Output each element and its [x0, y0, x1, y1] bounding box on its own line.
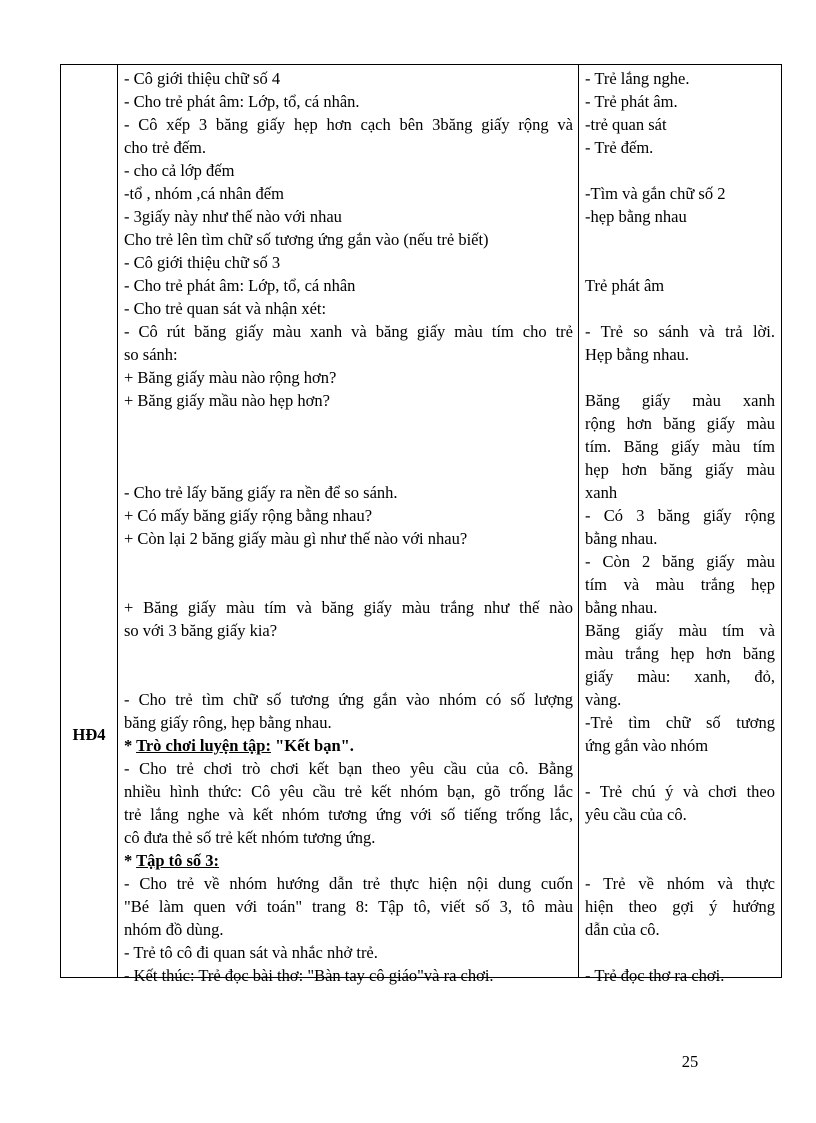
teacher-activity-line: - Kết thúc: Trẻ đọc bài thơ: "Bàn tay cô giáo"và ra chơi.: [124, 966, 494, 985]
child-activity-line: [585, 366, 775, 389]
teacher-activity-line: - Cho trẻ quan sát và nhận xét:: [124, 299, 327, 318]
child-activities-column: [585, 67, 775, 987]
teacher-activity-line: - Cho trẻ tìm chữ số tương ứng gắn vào nhóm có số lượng: [124, 690, 573, 709]
teacher-activity-line: [124, 458, 573, 481]
teacher-activity-line: trẻ lắng nghe và kết nhóm tương ứng với số tiếng trống lắc,: [124, 805, 573, 824]
teacher-activity-line: + Băng giấy màu nào rộng hơn?: [124, 368, 337, 387]
child-activity-line: - Trẻ về nhóm và thực: [585, 874, 775, 893]
child-activity-line: -Trẻ tìm chữ số tương: [585, 713, 775, 732]
teacher-activity-line: - Cho trẻ phát âm: Lớp, tổ, cá nhân: [124, 276, 356, 295]
teacher-activity-line: - Cô xếp 3 băng giấy hẹp hơn cạch bên 3băng giấy rộng và: [124, 115, 573, 134]
page-number: 25: [681, 1052, 699, 1071]
child-activity-line: - Có 3 băng giấy rộng: [585, 506, 775, 525]
teacher-activity-line: - Cho trẻ chơi trò chơi kết bạn theo yêu cầu của cô. Bằng: [124, 759, 573, 778]
child-activity-line: [585, 297, 775, 320]
teacher-activity-line: - 3giấy này như thế nào với nhau: [124, 207, 342, 226]
teacher-activity-line: + Có mấy băng giấy rộng bằng nhau?: [124, 506, 373, 525]
teacher-activity-line: - Cho trẻ về nhóm hướng dẫn trẻ thực hiện nội dung cuốn: [124, 874, 573, 893]
column-divider: [117, 65, 118, 977]
child-activity-line: - Còn 2 băng giấy màu: [585, 552, 775, 571]
activity-table: [60, 64, 782, 985]
child-activity-line: Băng giấy màu tím và: [585, 621, 775, 640]
child-activity-line: giấy màu: xanh, đỏ,: [585, 667, 775, 686]
child-activity-line: - Trẻ đếm.: [585, 138, 654, 157]
column-divider: [578, 65, 579, 977]
child-activity-line: [585, 228, 775, 251]
child-activity-line: bằng nhau.: [585, 529, 658, 548]
teacher-activity-line: so sánh:: [124, 345, 178, 364]
child-activity-line: hiện theo gợi ý hướng: [585, 897, 775, 916]
teacher-activity-line: - Trẻ tô cô đi quan sát và nhắc nhở trẻ.: [124, 943, 378, 962]
teacher-activity-line: - Cho trẻ phát âm: Lớp, tổ, cá nhân.: [124, 92, 360, 111]
child-activity-line: - Trẻ so sánh và trả lời.: [585, 322, 775, 341]
teacher-activity-line: - cho cả lớp đếm: [124, 161, 235, 180]
row-label: HĐ4: [72, 725, 106, 744]
child-activity-line: -trẻ quan sát: [585, 115, 667, 134]
teacher-activity-line: - Cho trẻ lấy băng giấy ra nền để so sánh.: [124, 483, 398, 502]
teacher-activity-line: [124, 412, 573, 435]
teacher-activity-line: + Còn lại 2 băng giấy màu gì như thế nào với nhau?: [124, 529, 468, 548]
child-activity-line: [585, 941, 775, 964]
child-activity-line: Băng giấy màu xanh: [585, 391, 775, 410]
child-activity-line: -hẹp bằng nhau: [585, 207, 687, 226]
teacher-activity-line: - Cô giới thiệu chữ số 4: [124, 69, 281, 88]
child-activity-line: tím và màu trắng hẹp: [585, 575, 775, 594]
child-activity-line: [585, 826, 775, 849]
teacher-activity-line: Cho trẻ lên tìm chữ số tương ứng gắn vào (nếu trẻ biết): [124, 230, 489, 249]
teacher-activity-line: cô đưa thẻ số trẻ kết nhóm tương ứng.: [124, 828, 376, 847]
teacher-activity-line: + Băng giấy màu tím và băng giấy màu trắng như thế nào: [124, 598, 573, 617]
child-activity-line: yêu cầu của cô.: [585, 805, 687, 824]
teacher-activity-line: băng giấy rông, hẹp bằng nhau.: [124, 713, 332, 732]
child-activity-line: - Trẻ đọc thơ ra chơi.: [585, 966, 725, 985]
teacher-activity-line: + Băng giấy mầu nào hẹp hơn?: [124, 391, 330, 410]
child-activity-line: dẫn của cô.: [585, 920, 660, 939]
teacher-activity-line: - Cô rút băng giấy màu xanh và băng giấy màu tím cho trẻ: [124, 322, 573, 341]
teacher-activity-line: nhóm đồ dùng.: [124, 920, 224, 939]
teacher-activity-line: -tổ , nhóm ,cá nhân đếm: [124, 184, 284, 203]
teacher-activities-column: [124, 67, 573, 987]
child-activity-line: rộng hơn băng giấy màu: [585, 414, 775, 433]
child-activity-line: hẹp hơn băng giấy màu: [585, 460, 775, 479]
teacher-activity-line: "Bé làm quen với toán" trang 8: Tập tô, viết số 3, tô màu: [124, 897, 573, 916]
teacher-activity-line: [124, 573, 573, 596]
teacher-activity-line: so với 3 băng giấy kia?: [124, 621, 278, 640]
child-activity-line: Hẹp bằng nhau.: [585, 345, 690, 364]
child-activity-line: -Tìm và gắn chữ số 2: [585, 184, 726, 203]
child-activity-line: bằng nhau.: [585, 598, 658, 617]
child-activity-line: [585, 159, 775, 182]
child-activity-line: [585, 251, 775, 274]
child-activity-line: Trẻ phát âm: [585, 276, 665, 295]
child-activity-line: tím. Băng giấy màu tím: [585, 437, 775, 456]
teacher-activity-line: - Cô giới thiệu chữ số 3: [124, 253, 281, 272]
child-activity-line: [585, 757, 775, 780]
child-activity-line: - Trẻ phát âm.: [585, 92, 678, 111]
teacher-activity-line: cho trẻ đếm.: [124, 138, 207, 157]
teacher-activity-line: [124, 665, 573, 688]
teacher-activity-line: * Trò chơi luyện tập: "Kết bạn".: [124, 736, 354, 755]
child-activity-line: xanh: [585, 483, 618, 502]
teacher-activity-line: * Tập tô số 3:: [124, 851, 220, 870]
child-activity-line: - Trẻ chú ý và chơi theo: [585, 782, 775, 801]
teacher-activity-line: [124, 435, 573, 458]
child-activity-line: ứng gắn vào nhóm: [585, 736, 709, 755]
teacher-activity-line: nhiều hình thức: Cô yêu cầu trẻ kết nhóm bạn, gõ trống lắc: [124, 782, 573, 801]
child-activity-line: vàng.: [585, 690, 622, 709]
child-activity-line: màu trắng hẹp hơn băng: [585, 644, 775, 663]
teacher-activity-line: [124, 550, 573, 573]
child-activity-line: [585, 849, 775, 872]
teacher-activity-line: [124, 642, 573, 665]
child-activity-line: - Trẻ lắng nghe.: [585, 69, 690, 88]
